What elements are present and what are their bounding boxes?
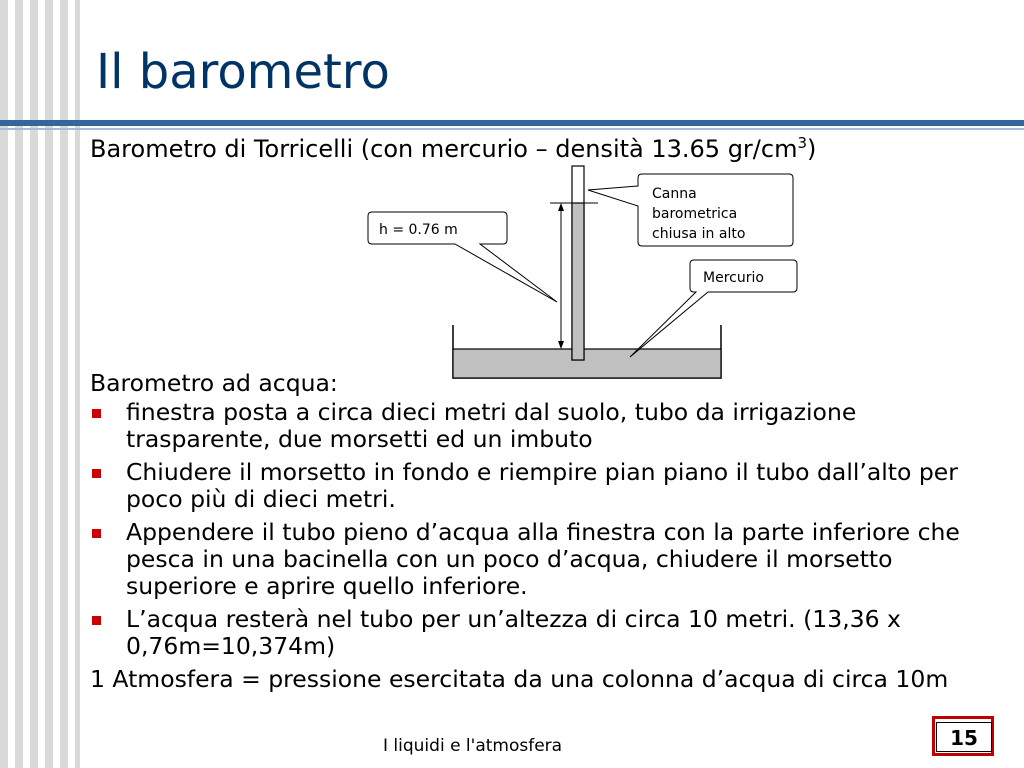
mercury-column (572, 203, 584, 360)
title-rule-thin (0, 128, 1024, 130)
footer-text: I liquidi e l'atmosfera (383, 736, 563, 756)
height-arrow-top-icon (558, 203, 564, 211)
conclusion-text: 1 Atmosfera = pressione esercitata da una colonna d’acqua di circa 10m (90, 665, 949, 693)
callout-canna-text-1: Canna (652, 186, 697, 202)
bullet-square-icon (92, 529, 101, 538)
callout-canna-text-3: chiusa in alto (652, 226, 746, 242)
height-arrow-bottom-icon (558, 341, 564, 349)
bullet-list (90, 399, 990, 660)
bullet-text: Chiudere il morsetto in fondo e riempire pian piano il tubo dall’alto per poco più di dieci metri. (126, 458, 958, 513)
intro-superscript: 3 (797, 134, 807, 152)
slide-title: Il barometro (96, 44, 390, 100)
slide-body (90, 370, 990, 693)
intro-line (90, 134, 816, 163)
bullet-item (90, 459, 990, 513)
callout-height-text: h = 0.76 m (379, 222, 458, 238)
bullet-text: finestra posta a circa dieci metri dal suolo, tubo da irrigazione trasparente, due morsetti ed un imbuto (126, 398, 857, 453)
bullet-item (90, 519, 990, 600)
bullet-item (90, 399, 990, 453)
decorative-stripes (0, 0, 80, 768)
bullet-text: Appendere il tubo pieno d’acqua alla finestra con la parte inferiore che pesca in una bacinella con un poco d’acqua, chiudere il morsetto superiore e aprire quello inferiore. (126, 518, 960, 600)
callout-mercurio-text: Mercurio (703, 270, 764, 286)
bullet-square-icon (92, 616, 101, 625)
water-heading: Barometro ad acqua: (90, 369, 338, 397)
title-rule (0, 120, 1024, 126)
bullet-text: L’acqua resterà nel tubo per un’altezza di circa 10 metri. (13,36 x 0,76m=10,374m) (126, 605, 901, 660)
intro-text: Barometro di Torricelli (con mercurio – densità 13.65 gr/cm (90, 135, 798, 163)
page-number: 15 (936, 722, 992, 752)
barometer-diagram (360, 160, 810, 385)
page-number-box (932, 716, 994, 756)
bullet-square-icon (92, 469, 101, 478)
intro-end: ) (807, 135, 817, 163)
bullet-item (90, 606, 990, 660)
callout-canna-text-2: barometrica (652, 206, 738, 222)
bullet-square-icon (92, 409, 101, 418)
